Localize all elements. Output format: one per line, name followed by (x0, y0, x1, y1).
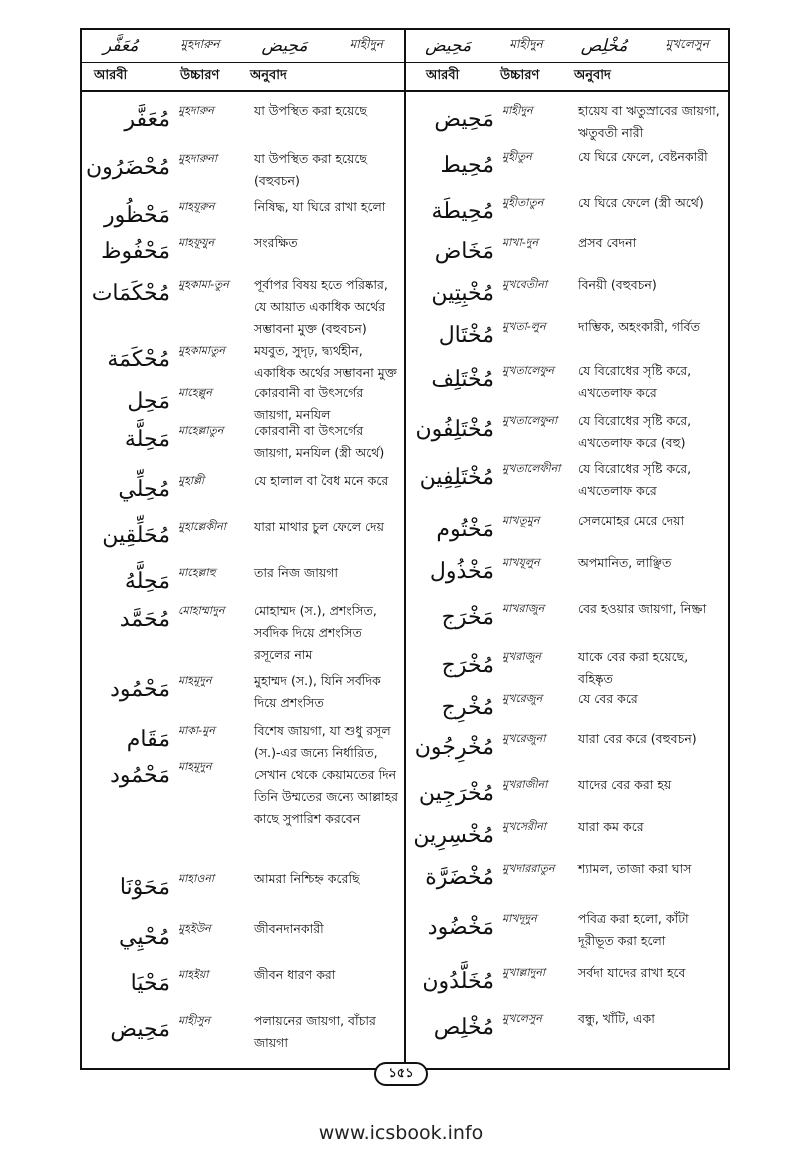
entry-arabic-word: مَخْتُوم (436, 517, 494, 542)
entry-pronunciation: মাহীদুন (502, 104, 533, 117)
entry-pronunciation: মাহাওনা (178, 872, 215, 885)
entry-pronunciation: মুখলেসুন (502, 1012, 542, 1025)
entry-arabic-word: مَحِلَّة (124, 427, 170, 452)
entry-arabic-word: مَحِيض (110, 1017, 170, 1042)
entry-pronunciation: মাহফূযুন (178, 236, 215, 249)
entry-meaning: সর্বদা যাদের রাখা হবে (578, 965, 686, 980)
entry-arabic-word: مَخَاض (434, 239, 494, 264)
entry-arabic-word: مَخْرَج (441, 605, 494, 630)
entry-pronunciation: মুখরাজীনা (502, 778, 548, 791)
entry-meaning: নিষিদ্ধ, যা ঘিরে রাখা হলো (254, 199, 386, 214)
entry-pronunciation: মাহেল্লুন (178, 386, 212, 399)
header-arabic-left: আরবী (94, 67, 128, 83)
entry-meaning: দাম্ভিক, অহংকারী, গর্বিত (578, 319, 700, 334)
entry-pronunciation: মুখতালেফুনা (502, 414, 558, 427)
entry-pronunciation: মুহীতাতুন (502, 196, 544, 209)
entry-arabic-word: مُحَمَّد (119, 607, 170, 632)
entry-pronunciation: মাহেল্লাহু (178, 566, 216, 579)
header-pronunciation-left: উচ্চারণ (180, 67, 220, 83)
entry-pronunciation: মুখাল্লাদুনা (502, 966, 546, 979)
entry-meaning: যারা কম করে (578, 819, 644, 834)
entry-meaning: যে হালাল বা বৈধ মনে করে (254, 473, 389, 488)
left-entries-column (82, 92, 404, 1068)
entry-pronunciation: মাহযূরুন (178, 200, 215, 213)
guide-left-trans-1: মুহদারুন (180, 37, 220, 51)
entry-pronunciation: মাখা-দুন (502, 236, 539, 249)
entry-arabic-word: مَحِل (127, 389, 170, 414)
entry-meaning: যে বিরোধের সৃষ্টি করে, এখতেলাফ করে (578, 461, 692, 498)
entry-pronunciation: মুখবেতীনা (502, 278, 548, 291)
entry-pronunciation: মাখদূদুন (502, 912, 537, 925)
entry-meaning: সেলমোহর মেরে দেয়া (578, 513, 685, 528)
entry-pronunciation: মাখতূমুন (502, 514, 540, 527)
entry-pronunciation: মুহীতুন (502, 150, 532, 163)
entry-meaning: যে বের করে (578, 691, 638, 706)
entry-arabic-word: مَحْفُوظ (101, 239, 170, 264)
entry-meaning: আমরা নিশ্চিহ্ন করেছি (254, 871, 360, 886)
guide-right-word-1: مَحِيض (425, 36, 472, 56)
entry-meaning: মোহাম্মদ (স.), প্রশংসিত, সর্বদিক দিয়ে প্রশংসিত রসূলের নাম (254, 603, 377, 662)
entry-meaning: সংরক্ষিত (254, 235, 298, 250)
entry-pronunciation: মুহকামাতুন (178, 344, 225, 357)
entry-arabic-word: مُحْيِي (119, 925, 170, 950)
entry-pronunciation: মাখরাজুন (502, 602, 545, 615)
header-arabic-right: আরবী (426, 67, 460, 83)
entry-arabic-word: مُحَلِّقِين (102, 523, 170, 548)
entry-pronunciation: মুহাল্লী (178, 474, 205, 487)
entry-arabic-word: مُحِيط (440, 153, 494, 178)
entry-meaning: বন্ধু, খাঁটি, একা (578, 1011, 655, 1026)
entry-pronunciation: মুহইউন (178, 922, 211, 935)
entry-meaning: পলায়নের জায়গা, বাঁচার জায়গা (254, 1013, 376, 1050)
entry-meaning: বিশেষ জায়গা, যা শুধু রসূল (স.)-এর জন্যে নির্ধারিত, সেখান থেকে কেয়ামতের দিন তিনি উম্মতের জন্যে আল্লাহর কাছে সুপারিশ করবেন (254, 723, 399, 826)
entry-pronunciation: মুহদারুনা (178, 152, 218, 165)
guide-left-word-2: مَحِيض (261, 36, 308, 56)
entry-arabic-word: مُخْرِج (441, 695, 494, 720)
entry-pronunciation: মাহমূদুন (178, 760, 212, 773)
dictionary-page (80, 28, 730, 1070)
entry-arabic-word: مُخْضَرَّة (425, 865, 494, 890)
entry-meaning: মুহাম্মদ (স.), যিনি সর্বদিক দিয়ে প্রশংসিত (254, 673, 381, 710)
entry-arabic-word: مُحْضَرُون (86, 155, 170, 180)
entry-arabic-word: مُحِيطَة (431, 199, 494, 224)
entry-arabic-word: مَحِيض (434, 107, 494, 132)
entry-meaning: যা উপস্থিত করা হয়েছে (বহুবচন) (254, 151, 367, 188)
entry-arabic-word: مَحْظُور (103, 203, 170, 228)
entry-meaning: যে বিরোধের সৃষ্টি করে, এখতেলাফ করে (578, 363, 692, 400)
entry-pronunciation: মাহমূদুন (178, 674, 212, 687)
entry-pronunciation: মাকা-মুন (178, 724, 215, 737)
entry-arabic-word: مَخْضُود (427, 915, 494, 940)
entry-arabic-word: مُحِلِّي (118, 477, 170, 502)
entry-meaning: তার নিজ জায়গা (254, 565, 339, 580)
entry-pronunciation: মাখযূলুন (502, 556, 540, 569)
guide-left-trans-2: মাহীদুন (349, 37, 383, 51)
entry-arabic-word: مُخْتَلِفِين (419, 465, 494, 490)
entry-arabic-word: مَحِلَّهُ (124, 569, 170, 594)
entry-arabic-word: مُخْلِص (433, 1015, 494, 1040)
guide-right-word-2: مُخْلِص (580, 36, 628, 56)
entry-arabic-word: مُخْتَال (438, 323, 494, 348)
entry-meaning: মযবুত, সুদৃঢ়, দ্ব্যর্থহীন, একাধিক অর্থের সম্ভাবনা মুক্ত (254, 343, 397, 380)
entry-pronunciation: মাহীসুন (178, 1014, 211, 1027)
entry-meaning: কোরবানী বা উৎসর্গের জায়গা, মনযিল (স্ত্রী অর্থে) (254, 423, 385, 460)
entry-arabic-word: مَقَام (126, 727, 170, 752)
entry-pronunciation: মুহকামা-তুন (178, 278, 229, 291)
entry-arabic-word: مُعَفَّر (124, 107, 170, 132)
right-entries-column (406, 92, 728, 1068)
guide-left (82, 30, 404, 62)
entry-meaning: জীবন ধারণ করা (254, 967, 336, 982)
entry-pronunciation: মুখদাররাতুন (502, 862, 555, 875)
entry-meaning: অপমানিত, লাঞ্ছিত (578, 555, 672, 570)
entry-arabic-word: مُحْكَمَات (91, 281, 170, 306)
entry-arabic-word: مَحْيَا (130, 971, 170, 996)
entry-meaning: বের হওয়ার জায়গা, নিষ্ক্রা (578, 601, 707, 616)
header-meaning-right: অনুবাদ (574, 67, 611, 83)
entry-meaning: যা উপস্থিত করা হয়েছে (254, 103, 367, 118)
entry-pronunciation: মাহইয়া (178, 968, 209, 981)
entry-meaning: যারা বের করে (বহুবচন) (578, 731, 697, 746)
guide-right-trans-2: মুখলেসুন (665, 37, 709, 51)
entry-meaning: হায়েয বা ঋতুস্রাবের জায়গা, ঋতুবতী নারী (578, 103, 720, 140)
entry-arabic-word: مَخْذُول (429, 559, 494, 584)
entry-pronunciation: মুখরেজুন (502, 692, 543, 705)
entry-meaning: যে ঘিরে ফেলে, বেষ্টনকারী (578, 149, 708, 164)
entry-arabic-word: مُخْسِرِين (413, 823, 494, 848)
guide-right (406, 30, 728, 62)
entry-pronunciation: মুখতালেফীনা (502, 462, 561, 475)
entry-meaning: প্রসব বেদনা (578, 235, 637, 250)
entry-meaning: জীবনদানকারী (254, 921, 324, 936)
entry-meaning: পূর্বাপর বিষয় হতে পরিষ্কার, যে আয়াত একাধিক অর্থের সম্ভাবনা মুক্ত (বহুবচন) (254, 277, 388, 336)
entry-arabic-word: مُخْتَلِفُون (415, 417, 494, 442)
entry-arabic-word: مُخْرَجِين (418, 781, 494, 806)
guide-right-trans-1: মাহীদুন (509, 37, 543, 51)
header-meaning-left: অনুবাদ (250, 67, 287, 83)
header-pronunciation-right: উচ্চারণ (500, 67, 540, 83)
entry-arabic-word: مَحْمُود (110, 763, 170, 788)
entry-pronunciation: মুখসেরীনা (502, 820, 546, 833)
entry-pronunciation: মুখতালেফুন (502, 364, 554, 377)
entry-pronunciation: মাহেল্লাতুন (178, 424, 224, 437)
entry-meaning: পবিত্র করা হলো, কাঁটা দূরীভূত করা হলো (578, 911, 689, 948)
entry-meaning: যাদের বের করা হয় (578, 777, 672, 792)
entry-pronunciation: মুখরাজুন (502, 650, 541, 663)
entry-pronunciation: মোহাম্মাদুন (178, 604, 225, 617)
page-number: ১৫১ (374, 1062, 428, 1086)
entry-arabic-word: مُحْكَمَة (107, 347, 170, 372)
entry-meaning: যে ঘিরে ফেলে (স্ত্রী অর্থে) (578, 195, 704, 210)
website-footer: www.icsbook.info (318, 1122, 484, 1144)
entry-arabic-word: مُخْتَلِف (431, 367, 494, 392)
entry-arabic-word: مَحَوْنَا (119, 875, 170, 900)
entry-meaning: বিনয়ী (বহুবচন) (578, 277, 657, 292)
guide-left-word-1: مُعَفَّر (103, 36, 139, 56)
entry-pronunciation: মুহাল্লেকীনা (178, 520, 226, 533)
entry-meaning: যারা মাথার চুল ফেলে দেয় (254, 519, 384, 534)
entry-meaning: কোরবানী বা উৎসর্গের জায়গা, মনযিল (254, 385, 364, 422)
entry-arabic-word: مُخْرِجُون (414, 735, 494, 760)
entry-pronunciation: মুখরেজুনা (502, 732, 546, 745)
entry-arabic-word: مُخْبِتِين (431, 281, 494, 306)
entry-arabic-word: مُخَلَّدُون (422, 969, 494, 994)
entry-meaning: যাকে বের করা হয়েছে, বহিষ্কৃত (578, 649, 689, 686)
entry-arabic-word: مُخْرَج (441, 653, 494, 678)
entry-meaning: শ্যামল, তাজা করা ঘাস (578, 861, 692, 876)
entry-arabic-word: مَحْمُود (110, 677, 170, 702)
entry-pronunciation: মুহদারুন (178, 104, 214, 117)
entry-pronunciation: মুখতা-লুন (502, 320, 546, 333)
entry-meaning: যে বিরোধের সৃষ্টি করে, এখতেলাফ করে (বহু) (578, 413, 692, 450)
